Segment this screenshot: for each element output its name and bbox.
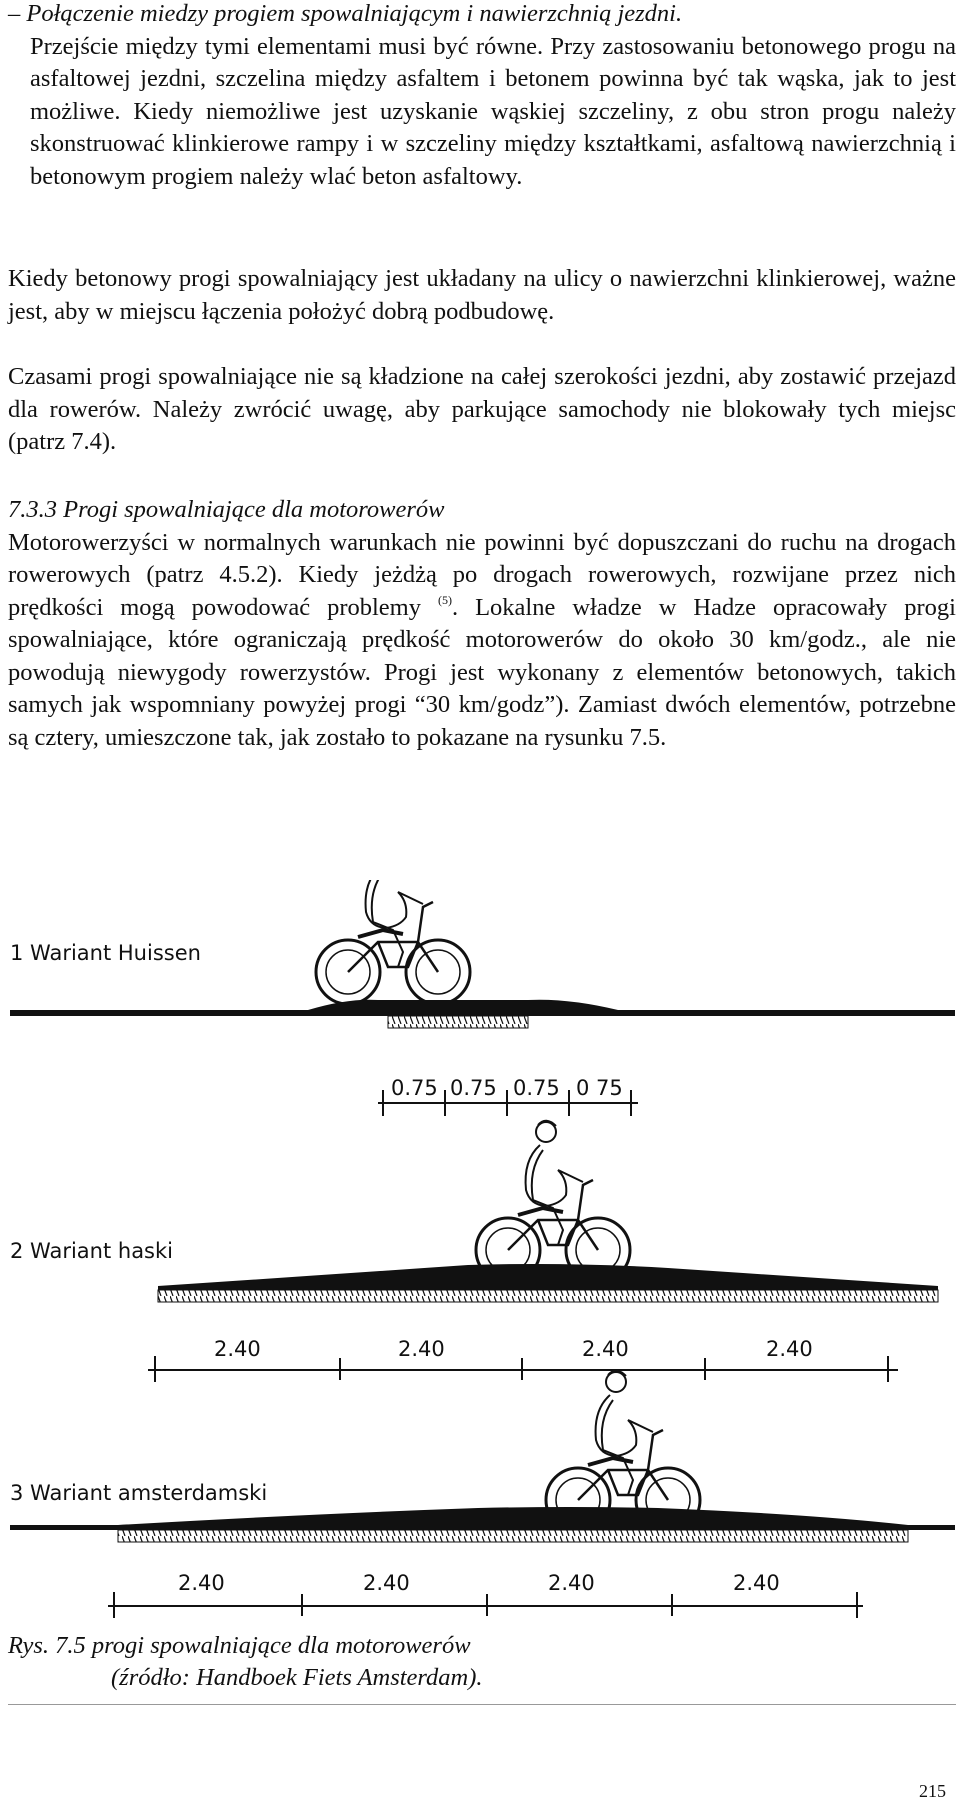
- footnote-ref: (5): [437, 592, 452, 607]
- section-text-b: . Lokalne władze w Hadze opracowały progi spowalniające, które ograniczają prędkość motorowerów do około 30 km/godz., ale nie powodują niewygody rowerzystów. Progi jest wykonany z elementów betonowych, takich samych jak wspomniany powyżej progi “30 km/godz”). Zamiast dwóch elementów, potrzebne są cztery, umieszczone tak, jak zostało to pokazane na rysunku 7.5.: [8, 593, 956, 751]
- dim-label: 2.40: [766, 1337, 813, 1361]
- dim-label: 0.75: [513, 1076, 560, 1100]
- section-body: [8, 527, 956, 755]
- dim-label: 0.75: [391, 1076, 438, 1100]
- dim-label: 2.40: [363, 1571, 410, 1595]
- dim-label: 2.40: [548, 1571, 595, 1595]
- variant-3-amsterdamski: [10, 1371, 955, 1618]
- variant-1-huissen: [10, 880, 955, 1116]
- dim-label: 0.75: [450, 1076, 497, 1100]
- dim-label: 2.40: [582, 1337, 629, 1361]
- caption-line-2: (źródło: Handboek Fiets Amsterdam).: [111, 1664, 483, 1691]
- paragraph-clinker: Kiedy betonowy progi spowalniający jest układany na ulicy o nawierzchni klinkierowej, ważne jest, aby w miejscu łączenia położyć dobrą podbudowę.: [8, 265, 956, 325]
- intro-paragraph: [8, 0, 956, 193]
- dim-label: 0 75: [576, 1076, 623, 1100]
- variant-label: 3 Wariant amsterdamski: [10, 1481, 268, 1505]
- section-text-a: Motorowerzyści w normalnych warunkach nie powinni być dopuszczani do ruchu na drogach rowerowych (patrz 4.5.2). Kiedy jeżdżą po drogach rowerowych, rozwijane przez nich prędkości mogą powodować problemy: [8, 528, 956, 621]
- section-heading: [8, 494, 956, 527]
- variant-label: 1 Wariant Huissen: [10, 941, 201, 965]
- variant-label: 2 Wariant haski: [10, 1239, 173, 1263]
- figure-7-5: [8, 880, 958, 1625]
- dim-label: 2.40: [214, 1337, 261, 1361]
- page-number: 215: [919, 1781, 946, 1801]
- variant-2-haski: [10, 1121, 938, 1382]
- paragraph-bicycle-passage: Czasami progi spowalniające nie są kładzione na całej szerokości jezdni, aby zostawić przejazd dla rowerów. Należy zwrócić uwagę, aby parkujące samochody nie blokowały tych miejsc (patrz 7.4).: [8, 363, 956, 455]
- caption-line-1: Rys. 7.5 progi spowalniające dla motorowerów: [8, 1632, 471, 1659]
- dim-label: 2.40: [398, 1337, 445, 1361]
- speed-bump-figure: [8, 880, 958, 1620]
- intro-text: Przejście między tymi elementami musi być równe. Przy zastosowaniu betonowego progu na asfaltowej jezdni, szczelina między asfaltem i betonem powinna być tak wąska, jak to jest możliwe. Kiedy niemożliwe jest uzyskanie wąskiej szczeliny, z obu stron progu należy skonstruować klinkierowe rampy i w szczeliny między kształtkami, asfaltową nawierzchnią i betonowym progiem należy wlać beton asfaltowy.: [30, 32, 956, 190]
- dimension-line: [378, 1076, 638, 1116]
- section-title: Progi spowalniające dla motorowerów: [63, 496, 445, 523]
- dim-label: 2.40: [733, 1571, 780, 1595]
- dim-label: 2.40: [178, 1571, 225, 1595]
- intro-lead: – Połączenie miedzy progiem spowalniającym i nawierzchnią jezdni.: [8, 0, 683, 27]
- caption-rule: [8, 1704, 956, 1705]
- section-7-3-3: [8, 494, 956, 754]
- figure-caption: [8, 1630, 956, 1705]
- dimension-line: [148, 1337, 898, 1382]
- section-number: 7.3.3: [8, 496, 57, 523]
- dimension-line: [108, 1571, 863, 1618]
